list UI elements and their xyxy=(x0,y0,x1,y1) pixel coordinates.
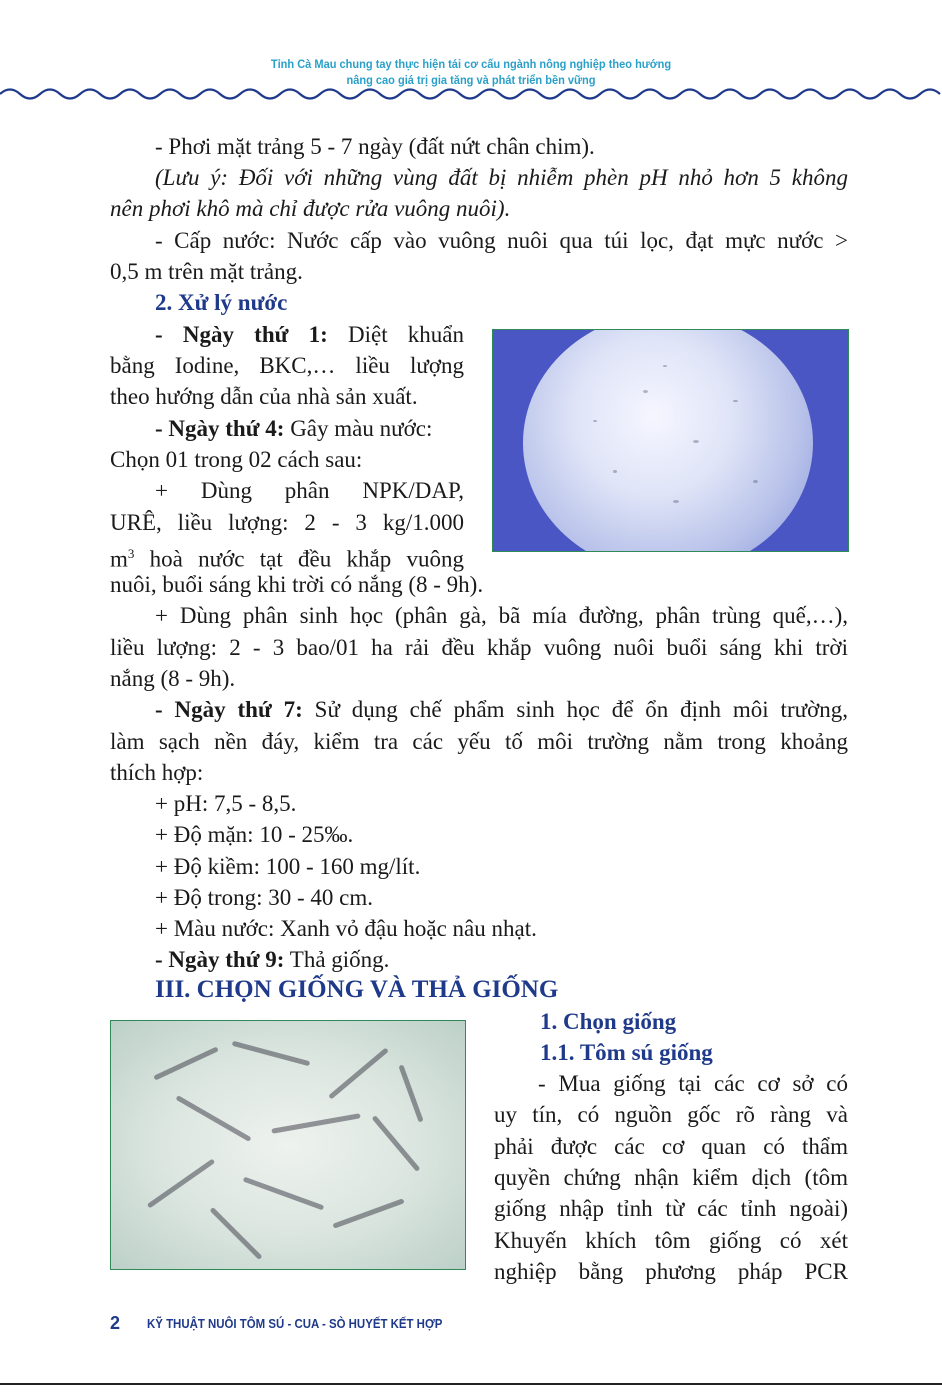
day4-label: - Ngày thứ 4: xyxy=(155,416,285,441)
buy-line-7: nghiệp bằng phương pháp PCR xyxy=(494,1259,848,1284)
cap-nuoc-line-2: 0,5 m trên mặt trảng. xyxy=(110,259,303,284)
day1-label: - Ngày thứ 1: xyxy=(155,322,328,347)
bottom-rule xyxy=(0,1383,942,1385)
buy-line-2: uy tín, có nguồn gốc rõ ràng và xyxy=(494,1102,848,1127)
param-ph: + pH: 7,5 - 8,5. xyxy=(155,791,297,816)
water-sample-photo xyxy=(492,329,849,552)
buy-line-1: - Mua giống tại các cơ sở có xyxy=(538,1071,848,1096)
bio-line-1: + Dùng phân sinh học (phân gà, bã mía đường, phân trùng quế,…), xyxy=(155,603,848,628)
buy-line-3: phải được các cơ quan có thẩm xyxy=(494,1134,848,1159)
param-color: + Màu nước: Xanh vỏ đậu hoặc nâu nhạt. xyxy=(155,916,537,941)
note-line-1: (Lưu ý: Đối với những vùng đất bị nhiễm phèn pH nhỏ hơn 5 không xyxy=(155,165,848,190)
bio-line-2: liều lượng: 2 - 3 bao/01 ha rải đều khắp vuông nuôi buổi sáng khi trời xyxy=(110,635,848,660)
running-footer-title: KỸ THUẬT NUÔI TÔM SÚ - CUA - SÒ HUYẾT KẾT HỢP xyxy=(147,1316,443,1331)
wave-divider xyxy=(0,84,942,104)
npk-line-3: $m^3$ hoà nước tạt đều khắp vuông xyxy=(110,546,464,572)
day1-line-1: - Ngày thứ 1: Diệt khuẩn xyxy=(155,322,464,347)
section-heading-seed: III. CHỌN GIỐNG VÀ THẢ GIỐNG xyxy=(155,976,559,1003)
param-transparency: + Độ trong: 30 - 40 cm. xyxy=(155,885,374,910)
day7-label: - Ngày thứ 7: xyxy=(155,697,303,722)
day7-line-2: làm sạch nền đáy, kiểm tra các yếu tố môi trường nằm trong khoảng xyxy=(110,729,848,754)
buy-line-6: Khuyến khích tôm giống có xét xyxy=(494,1228,848,1253)
buy-line-4: quyền chứng nhận kiểm dịch (tôm xyxy=(494,1165,848,1190)
day9-line: - Ngày thứ 9: Thả giống. xyxy=(155,947,390,972)
header-line-2: nâng cao giá trị gia tăng và phát triển bền vững xyxy=(346,73,596,87)
para-phoi: - Phơi mặt trảng 5 - 7 ngày (đất nứt chân chim). xyxy=(155,134,595,159)
day1-line-3: theo hướng dẫn của nhà sản xuất. xyxy=(110,384,418,409)
page-number: 2 xyxy=(110,1313,121,1333)
note-line-2: nên phơi khô mà chỉ được rửa vuông nuôi). xyxy=(110,196,511,221)
param-alkalinity: + Độ kiềm: 100 - 160 mg/lít. xyxy=(155,854,421,879)
cap-nuoc-line-1: - Cấp nước: Nước cấp vào vuông nuôi qua túi lọc, đạt mực nước > xyxy=(155,228,848,253)
day1-line-2: bằng Iodine, BKC,… liều lượng xyxy=(110,353,464,378)
npk-line-2: URÊ, liều lượng: 2 - 3 kg/1.000 xyxy=(110,510,464,535)
day7-line-1: - Ngày thứ 7: Sử dụng chế phẩm sinh học để ổn định môi trường, xyxy=(155,697,848,722)
npk-line-4: nuôi, buổi sáng khi trời có nắng (8 - 9h). xyxy=(110,572,484,597)
section-heading-water: 2. Xử lý nước xyxy=(155,290,288,315)
param-salinity: + Độ mặn: 10 - 25‰. xyxy=(155,822,354,847)
day7-line-3: thích hợp: xyxy=(110,760,204,785)
day4-line-1: - Ngày thứ 4: Gây màu nước: xyxy=(155,416,433,441)
day4-line-2: Chọn 01 trong 02 cách sau: xyxy=(110,447,363,472)
npk-line-1: + Dùng phân NPK/DAP, xyxy=(155,478,464,503)
bio-line-3: nắng (8 - 9h). xyxy=(110,666,236,691)
day9-label: - Ngày thứ 9: xyxy=(155,947,285,972)
buy-line-5: giống nhập tỉnh từ các tỉnh ngoài) xyxy=(494,1196,848,1221)
header-line-1: Tỉnh Cà Mau chung tay thực hiện tái cơ cấu ngành nông nghiệp theo hướng xyxy=(270,57,672,71)
shrimp-larvae-photo xyxy=(110,1020,466,1270)
subheading-tiger-shrimp: 1.1. Tôm sú giống xyxy=(540,1040,713,1065)
subheading-choose-seed: 1. Chọn giống xyxy=(540,1009,677,1034)
